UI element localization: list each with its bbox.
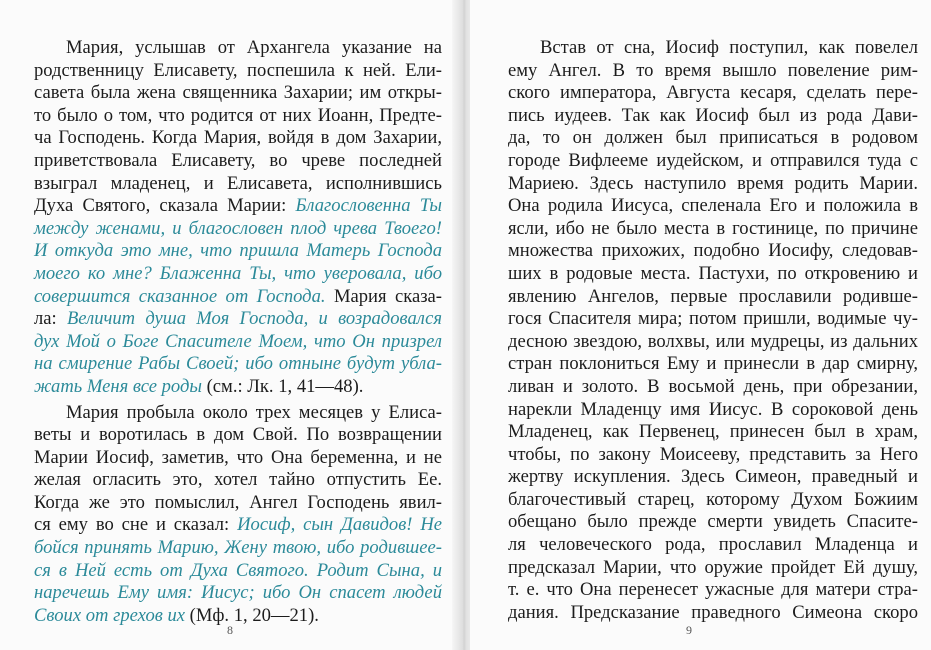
body-text: ших в родовые места. Пастухи, по откровению и [508,262,918,284]
body-text: (см.: Лк. 1, 41—48). [201,375,364,397]
body-text: Мария пробыла около трех месяцев у Елиса- [66,401,442,423]
scripture-quote: Благословенна Ты [295,195,442,217]
scripture-quote: Иосиф, сын Давидов! Не [237,514,442,536]
body-text: Марии Иосиф, заметив, что Она беременна, и не [34,446,442,468]
text-line [34,469,442,492]
left-page-number: 8 [227,623,233,637]
text-line [508,511,918,534]
body-text: нарекли Младенцу имя Иисус. В сороковой день [508,398,918,420]
text-line [34,353,442,376]
body-text: Духа Святого, сказала Марии: [34,195,296,217]
text-line [508,105,918,128]
text-line [34,402,442,425]
body-text: городе Вифлееме иудейском, и отправился туда с [508,149,918,171]
left-page [0,0,458,650]
body-text: гося Спасителя мира; потом пришли, водимые чу- [508,308,918,330]
text-line [508,579,918,602]
text-line [508,489,918,512]
scripture-quote: на смирение Рабы Своей; ибо отныне будут убла- [34,353,442,375]
text-line [34,560,442,583]
text-line [508,399,918,422]
body-text: приветствовала Елисавету, во чреве последней [34,149,442,171]
body-text: ля человеческого рода, прославил Младенца и [508,534,918,556]
body-text: обещано было прежде смерти увидеть Спасите- [508,511,918,533]
text-line [508,353,918,376]
text-line [34,424,442,447]
text-line [508,195,918,218]
body-text: ливан и золото. В восьмой день, при обрезании, [508,375,918,397]
body-text: пись иудеев. Так как Иосиф был из рода Дави- [508,104,918,126]
scripture-quote: ся в Ней есть от Духа Святого. Родит Сына, и [34,559,442,581]
text-line [508,602,918,625]
text-line [34,195,442,218]
body-text: ского императора, Августа кесаря, сделать пере- [508,82,918,104]
body-text: десною звездою, волхвы, или мудрецы, из дальних [508,330,918,352]
scripture-quote: наречешь Ему имя: Иисус; ибо Он спасет людей [34,582,442,604]
text-line [34,105,442,128]
text-line [508,444,918,467]
text-line [34,263,442,286]
left-page-text [34,37,442,627]
body-text: жертву искупления. Здесь Симеон, праведный и [508,466,918,488]
text-line [34,150,442,173]
body-text: савета была жена священника Захарии; им откры- [34,82,442,104]
text-line [34,514,442,537]
body-text: то было о том, что родится от них Иоанн, Предте- [34,104,442,126]
text-line [508,263,918,286]
body-text: ему Ангел. В то время вышло повеление рим- [508,59,918,81]
body-text: желая огласить это, хотел тайно отпустить Ее. [34,469,442,491]
body-text: дания. Предсказание праведного Симеона скоро [508,601,918,623]
body-text: Мария сказа- [325,285,442,307]
body-text: явлению Ангелов, первые прославили родивше- [508,285,918,307]
body-text: родственницу Елисавету, поспешила к ней. Ели- [34,59,442,81]
text-line [34,82,442,105]
body-text: благочестивый старец, которому Духом Божиим [508,488,918,510]
text-line [34,492,442,515]
right-page-text [508,37,918,624]
text-line [34,173,442,196]
text-line [34,537,442,560]
body-text: Мария, услышав от Архангела указание на [66,37,442,58]
body-text: т. е. что Она перенесет ужасные для матери стра- [508,579,918,601]
text-line [508,557,918,580]
text-line [508,421,918,444]
text-line [34,605,442,628]
text-line [508,82,918,105]
body-text: ла: [34,308,67,330]
body-text: предсказал Марии, что оружие пройдет Ей душу, [508,556,918,578]
body-text: веты и воротилась в дом Свой. По возвращении [34,424,442,446]
text-line [508,240,918,263]
text-line [34,240,442,263]
body-text: (Мф. 1, 20—21). [185,604,319,626]
text-line [508,218,918,241]
text-line [508,331,918,354]
text-line [34,582,442,605]
text-line [34,286,442,309]
text-line [508,534,918,557]
text-line [508,308,918,331]
text-line [34,331,442,354]
body-text: Когда же это помыслил, Ангел Господень явил- [34,491,442,513]
text-line [508,60,918,83]
right-page-number: 9 [686,623,692,637]
text-line [508,466,918,489]
text-line [34,376,442,399]
scripture-quote: жать Меня все роды [34,375,202,397]
body-text: множества прихожих, подобно Иосифу, следовав- [508,240,918,262]
scripture-quote: дух Мой о Боге Спасителе Моем, что Он призрел [34,330,442,352]
body-text: Мариею. Здесь наступило время родить Марии. [508,172,918,194]
body-text: ча Господень. Когда Мария, войдя в дом Захарии, [34,127,442,149]
body-text: стран поклониться Ему и принесли в дар смирну, [508,353,918,375]
scripture-quote: И откуда это мне, что пришла Матерь Господа [34,240,442,262]
scripture-quote: Величит душа Моя Господа, и возрадовался [66,308,442,330]
scripture-quote: совершится сказанное от Господа. [34,285,326,307]
text-line [34,37,442,60]
text-line [508,150,918,173]
text-line [34,308,442,331]
scripture-quote: моего ко мне? Блаженна Ты, что уверовала, ибо [34,262,442,284]
text-line [34,218,442,241]
body-text: ся ему во сне и сказал: [34,514,238,536]
text-line [34,127,442,150]
scripture-quote: бойся принять Марию, Жену твою, ибо родившее- [34,537,442,559]
body-text: да, то он должен был приписаться в родовом [508,127,918,149]
text-line [34,60,442,83]
text-line [34,447,442,470]
scripture-quote: Своих от грехов их [34,604,186,626]
text-line [508,286,918,309]
text-line [508,173,918,196]
body-text: Младенец, как Первенец, принесен был в храм, [508,421,918,443]
body-text: взыграл младенец, и Елисавета, исполнившись [34,172,442,194]
body-text: чтобы, по закону Моисееву, представить за Него [508,443,918,465]
text-line [508,376,918,399]
body-text: Встав от сна, Иосиф поступил, как повелел [540,37,918,58]
text-line [508,37,918,60]
text-line [508,127,918,150]
right-page [470,0,931,650]
scripture-quote: между женами, и благословен плод чрева Твоего! [34,217,442,239]
body-text: Она родила Иисуса, спеленала Его и положила в [508,195,918,217]
body-text: ясли, ибо не было места в гостинице, по причине [508,217,918,239]
